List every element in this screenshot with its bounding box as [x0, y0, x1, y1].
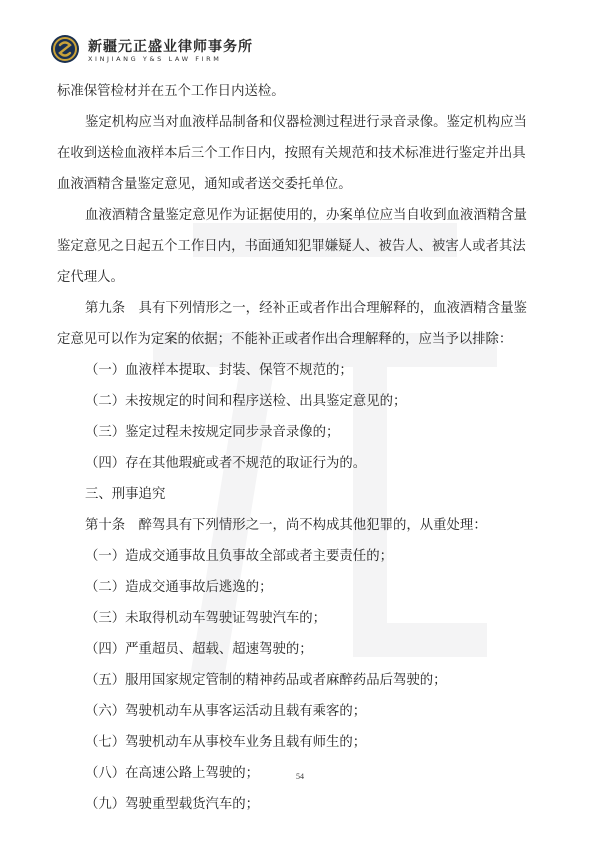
text-line: 在收到送检血液样本后三个工作日内，按照有关规范和技术标准进行鉴定并出具	[57, 146, 526, 161]
list-item: （一）造成交通事故且负事故全部或者主要责任的；	[85, 549, 393, 564]
text-line: 定代理人。	[57, 270, 124, 285]
list-item: （二）造成交通事故后逃逸的；	[85, 580, 273, 595]
section-heading: 三、刑事追究	[85, 487, 166, 502]
text-line: 鉴定意见之日起五个工作日内，书面通知犯罪嫌疑人、被告人、被害人或者其法	[57, 239, 526, 254]
list-item: （四）严重超员、超载、超速驾驶的；	[85, 642, 313, 657]
text-line: 鉴定机构应当对血液样品制备和仪器检测过程进行录音录像。鉴定机构应当	[85, 115, 527, 130]
text-line: 血液酒精含量鉴定意见，通知或者送交委托单位。	[57, 177, 352, 192]
text-line: 定意见可以作为定案的依据；不能补正或者作出合理解释的，应当予以排除：	[57, 332, 513, 347]
document-body	[57, 81, 557, 825]
list-item: （六）驾驶机动车从事客运活动且载有乘客的；	[85, 704, 367, 719]
list-item: （八）在高速公路上驾驶的；	[85, 766, 260, 781]
list-item: （四）存在其他瑕疵或者不规范的取证行为的。	[85, 456, 367, 471]
article-heading-line: 第十条 醉驾具有下列情形之一，尚不构成其他犯罪的，从重处理：	[85, 518, 487, 533]
list-item: （二）未按规定的时间和程序送检、出具鉴定意见的；	[85, 394, 407, 409]
list-item: （一）血液样本提取、封装、保管不规范的；	[85, 363, 353, 378]
firm-name-chinese: 新疆元正盛业律师事务所	[88, 39, 253, 55]
list-item: （九）驾驶重型载货汽车的；	[85, 797, 260, 812]
text-line: 血液酒精含量鉴定意见作为证据使用的，办案单位应当自收到血液酒精含量	[85, 208, 527, 223]
text-line: 标准保管检材并在五个工作日内送检。	[57, 84, 285, 99]
law-firm-logo-icon	[50, 34, 80, 64]
list-item: （七）驾驶机动车从事校车业务且载有师生的；	[85, 735, 367, 750]
page-number: 54	[296, 772, 304, 781]
firm-name-english: XINJIANG Y&S LAW FIRM	[88, 55, 222, 63]
list-item: （五）服用国家规定管制的精神药品或者麻醉药品后驾驶的；	[85, 673, 447, 688]
article-heading-line: 第九条 具有下列情形之一，经补正或者作出合理解释的，血液酒精含量鉴	[85, 301, 527, 316]
list-item: （三）鉴定过程未按规定同步录音录像的；	[85, 425, 340, 440]
list-item: （三）未取得机动车驾驶证驾驶汽车的；	[85, 611, 327, 626]
letterhead	[50, 34, 310, 68]
